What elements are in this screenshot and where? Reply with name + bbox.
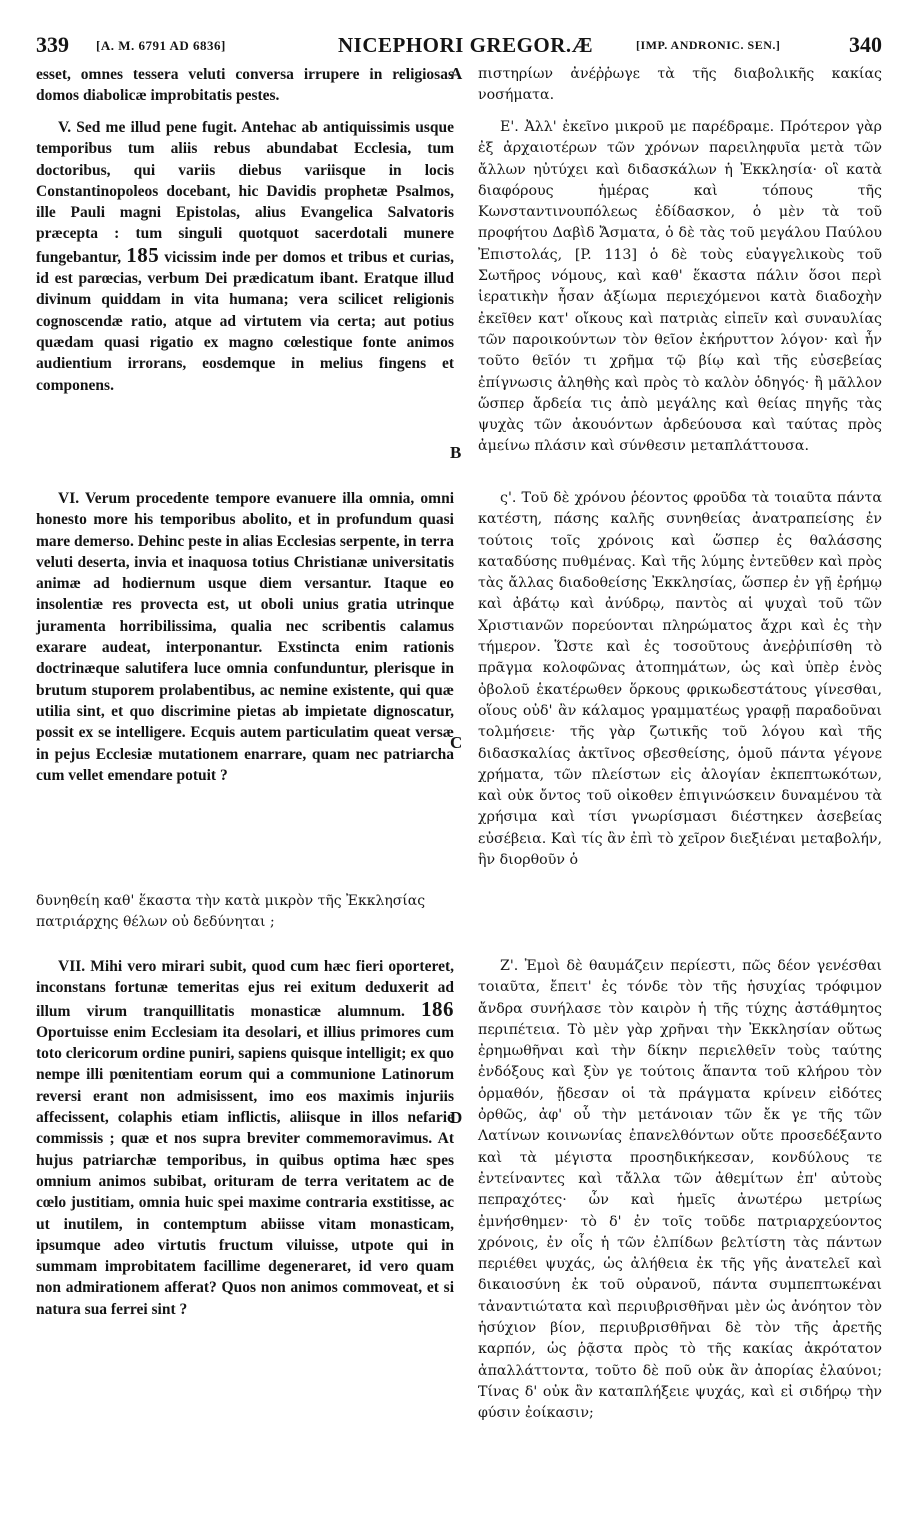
reference-number: 185 <box>126 242 160 267</box>
greek-p7-text: Ζ'. Ἐμοὶ δὲ θαυμάζειν περίεστι, πῶς δέον γενέσθαι τοιαῦτα, ἔπειτ' ἐς τόνδε τὸν τῆς ἡσυχίας τρόφιμον ἄνδρα συνήλασε τὸν καιρὸν ἡ τῆς τύχης ἀστάθμητος περιπέτεια. Τὸ μὲν γὰρ χρῆναι τὴν Ἐκκλησίαν οὕτως ἐρημωθῆναι καὶ τὴν δίκην περιελθεῖν τοὺς ταύτης ἐνδόξους καὶ ξὺν γε τούτοις ἅπαντα τοῦ κλήρου τὸν ὁρμαθόν, ᾔδεσαν οἱ τὰ πράγματα κρίνειν εἰδότες ὀρθῶς, ἀφ' οὗ τὴν μετάνοιαν τῶν ἔκ γε τῆς τῶν Λατίνων κοινωνίας ἐπανελθόντων οὔτε προσεδέξαντο καὶ τὰ μέγιστα προσηδικήκεσαν, κονδύλους τε ἐντείναντες καὶ τἄλλα τῶν ἀθεμίτων ἐπ' αὐτοὺς πεπραχότες· ὧν καὶ ἡμεῖς ἀνωτέρω μετρίως ἐμνήσθημεν· τὸ δ' ἐν τοῖς τοῦδε πατριαρχεύοντος χρόνοις, ἐν οἷς ἡ τῶν ἐλπίδων βελτίστη τὰς πάντων περιέθει ψυχάς, ὡς ἀλήθεια ἐκ τῆς γῆς ἀνατελεῖ καὶ δικαιοσύνη ἐκ τοῦ οὐρανοῦ, πάντα συμπεπτωκέναι τἀναντιώτατα καὶ περιυβρισθῆναι μὲν ὡς ἀνόητον τὸν ἡσύχιον βίον, περιυβρισθῆναι δὲ τὸν τῆς ἀρετῆς καρπόν, ὡς ῥᾷστα πρὸς τὸ τῆς κακίας ἀκρότατον ἀπαλλάττοντα, τοῦτο δὲ ποῦ οὐκ ἂν ἀπορίας ἐλαύνοι; Τίνας δ' οὐκ ἂν καταπλήξειε ψυχάς, καὶ εἰ σιδήρῳ τὴν φύσιν ἐοίκασιν; <box>478 958 882 1422</box>
page-number-left: 339 <box>36 32 69 57</box>
greek-paragraph-6 <box>478 488 882 871</box>
latin-paragraph-7 <box>36 956 454 1320</box>
margin-mark-d: D <box>450 1108 463 1127</box>
greek-p6-text: ς'. Τοῦ δὲ χρόνου ῥέοντος φροῦδα τὰ τοιαῦτα πάντα κατέστη, πάσης καλῆς συνηθείας ἀνατραπείσης ἐν τούτοις τοῖς χρόνοις καὶ ὥσπερ ἐς θαλάσσης καταδύσης πυθμένας. Καὶ τῆς λύμης ἐντεῦθεν καὶ πρὸς τὰς ἄλλας διαδοθείσης Ἐκκλησίας, ὥσπερ ἐν γῇ ἐρήμῳ καὶ ἀβάτῳ καὶ ἀνύδρῳ, παντὸς αἱ ψυχαὶ τοῦ τῶν Χριστιανῶν πορεύονται πληρώματος ἄχρι καὶ ἐς τὴν τήμερον. Ὥστε καὶ ἐς τοσοῦτους ἀνεῤῥιπίσθη τὸ πρᾶγμα κολοφῶνας ἀτοπημάτων, ὡς καὶ ὑπὲρ ἑνὸς ὀβολοῦ ἑκατέρωθεν ὅρκους φρικωδεστάτους γίνεσθαι, οἵους οὐδ' ἂν κάλαμος γραμματέως γραφῇ παραδοῦναι τολμήσειε· τῆς γὰρ ζωτικῆς τοῦ λόγου καὶ τῆς διδασκαλίας ἀκτῖνος σβεσθείσης, ὁμοῦ πάντα γέγονε χρήματα, τῶν πλείστων εἰς ἀλογίαν ἐκπεπτωκότων, καὶ οὐκ ὄντος τοῦ οἰκοθεν ἐπιγινώσκειν δυναμένου τὰ χρήσιμα καὶ τίσι γνωρίσμασι διέστηκεν ἀσεβείας εὐσέβεια. Καὶ τίς ἂν ἐπὶ τὸ χεῖρον διεξιέναι μεταβολήν, ἣν διορθοῦν ὁ <box>478 490 882 869</box>
reference-number: 186 <box>421 996 455 1021</box>
margin-mark-a: A <box>450 64 463 83</box>
latin-p7-text-b: Oportuisse enim Ecclesiam ita desolari, et illius primores cum toto clericorum ordine puniri, sapiens quisque intelligit; ex quo nempe illi pœnitentiam eorum qui a communione Latinorum reversi erant non admisissent, imo eos maximis injuriis affecissent, colaphis etiam inflictis, aliisque in illos nefarie commissis ; quæ et nos supra breviter commemoravimus. At hujus patriarchæ temporibus, in quibus optima hæc spes omnium animos subibat, orituram de terra veritatem ac de cœlo justitiam, omnia huic spei maxime contraria exstitisse, ac ut inutilem, in contemptum abiisse vitam monasticam, ipsumque adeo virtutis fructum viluisse, utpote qui in summam improbitatem facillime degeneraret, id vero quam non admirationem afferat? Quos non animos commoveat, et si natura sua ferrei sint ? <box>36 1023 454 1318</box>
page-header <box>36 30 882 64</box>
running-title: NICEPHORI GREGOR.Æ <box>338 33 594 57</box>
header-date-label: [A. M. 6791 AD 6836] <box>96 38 226 53</box>
margin-mark-b: B <box>450 443 462 462</box>
page-number-right: 340 <box>849 32 882 57</box>
latin-p5-text-b: vicissim inde per domos et tribus et curias, id est parœcias, verbum Dei prædicatum ibant. Eratque illud divinum quiddam in vita humana; vera scilicet religionis cognoscendæ ratio, atque ad virtutem via certa; aut potius quædam quasi rigatio ex magno cœlestique fonte animos audientium irrorans, eosdemque in melius fingens et componens. <box>36 248 454 394</box>
latin-p6-text: VI. Verum procedente tempore evanuere illa omnia, omni honesto more his temporibus abolito, et in profundum quasi mare demerso. Dehinc peste in alias Ecclesias serpente, in terra veluti deserta, invia et inaquosa totius Christianæ universitatis animæ ad hodiernum usque diem versantur. Itaque eo insolentiæ res provecta est, ut oboli unius gratia utrinque juramenta horribilissima, qualia nec scribentis calamus exarare audeat, interponantur. Exstincta enim rationis doctrinæque salutifera luce omnia confunduntur, plerisque in brutum stuporem prolabentibus, ac nemine existente, qui quæ utilia sint, et quo discrimine pietas ab impietate dignoscatur, possit ex se intelligere. Ecquis autem particulatim queat versæ in pejus Ecclesiæ mutationem enarrare, quam nec patriarcha cum vellet emendare potuit ? <box>36 490 454 784</box>
margin-mark-c: C <box>450 733 463 752</box>
latin-p7-text-a: VII. Mihi vero mirari subit, quod cum hæc fieri oporteret, inconstans fortunæ temeritas ejus rei exitum deduxerit ad illum virum tranquillitatis monasticæ alumnum. <box>36 958 454 1020</box>
header-emperor-label: [IMP. ANDRONIC. SEN.] <box>636 38 781 52</box>
greek-p5-text: Ε'. Ἀλλ' ἐκεῖνο μικροῦ με παρέδραμε. Πρότερον γὰρ ἐξ ἀρχαιοτέρων τῶν χρόνων παρειληφυῖα μετὰ τῶν ἄλλων ηὐτύχει καὶ διδασκάλων ἡ Ἐκκλησία· οἳ κατὰ διαφόρους ἡμέρας καὶ τόπους τῆς Κωνσταντινουπόλεως ἐδίδασκον, ὁ μὲν τὰ τοῦ προφήτου Δαβὶδ Ἄσματα, ὁ δὲ τὰς τοῦ μεγάλου Παύλου Ἐπιστολάς, [P. 113] ὁ δὲ τοὺς εὐαγγελικοὺς τοῦ Σωτῆρος νόμους, καὶ καθ' ἕκαστα πάλιν ὅσοι περὶ ἱερατικὴν ἦσαν ἀξίωμα περιεχόμενοι κατὰ διαδοχὴν ἐκεῖθεν κατ' οἴκους καὶ πατριὰς εἰπεῖν καὶ συναυλίας τῶν παροικούντων τὸν θεῖον ἐκήρυττον λόγον· καὶ ἦν τοῦτο θεῖόν τι χρῆμα τῷ βίῳ καὶ τῆς εὐσεβείας ἐπίγνωσις ἀληθὴς καὶ πρὸς τὸ καλὸν ὁδηγός· ἢ μᾶλλον ὥσπερ ἄρδεία τις ἀπὸ μεγάλης καὶ θείας πηγῆς τὰς ψυχὰς τῶν ἀκουόντων ἀρδεύουσα καὶ ταύτας πρὸς ἀμείνω πλάσιν καὶ σύνθεσιν μεταπλάττουσα. <box>478 119 882 455</box>
greek-paragraph-7 <box>478 956 882 1425</box>
latin-paragraph-6 <box>36 488 454 786</box>
greek-paragraph-continuation: πιστηρίων ἀνέῤῥωγε τὰ τῆς διαβολικῆς κακίας νοσήματα. <box>478 66 882 104</box>
greek-overflow-note: δυνηθείη καθ' ἕκαστα τὴν κατὰ μικρὸν τῆς Ἐκκλησίας πατριάρχης θέλων οὐ δεδύνηται ; <box>36 893 426 930</box>
latin-paragraph-5 <box>36 117 454 396</box>
greek-paragraph-5 <box>478 117 882 458</box>
latin-paragraph-continuation: esset, omnes tessera veluti conversa irrupere in religiosas domos diabolicæ improbitatis pestes. <box>36 66 454 105</box>
latin-p5-text-a: V. Sed me illud pene fugit. Antehac ab antiquissimis usque temporibus tum aliis rebus abundabat Ecclesia, tum doctoribus, qui variis diebus variisque in locis Constantinopoleos docebant, hic Davidis prophetæ Psalmos, ille Pauli magni Epistolas, alius Evangelica Salvatoris præcepta : tum singuli quotquot sacerdotali munere fungebantur, <box>36 119 454 266</box>
